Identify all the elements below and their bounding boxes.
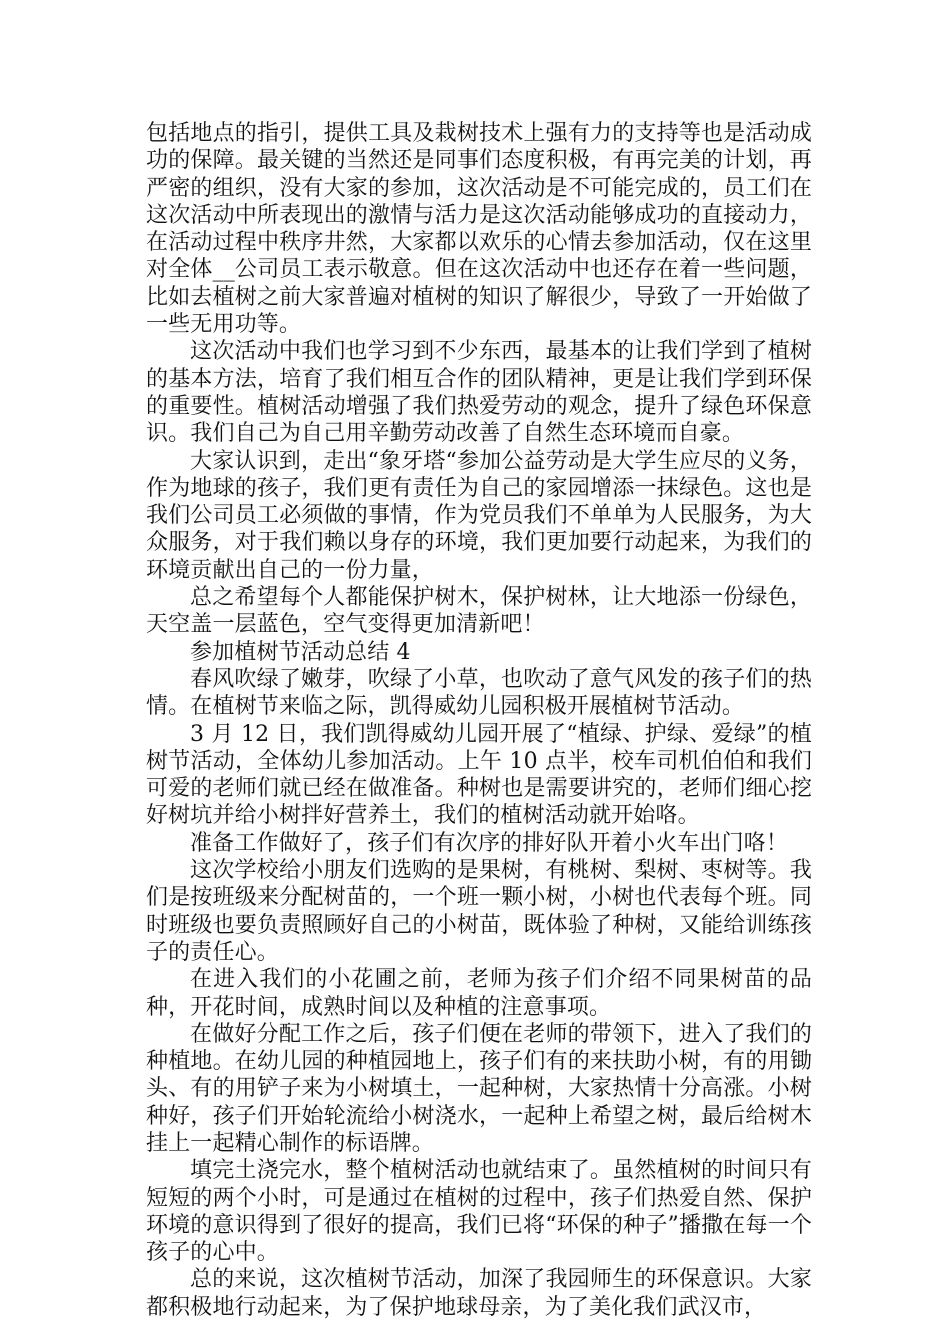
paragraph: 3 月 12 日，我们凯得威幼儿园开展了“植绿、护绿、爱绿”的植树节活动，全体幼儿参加活动。上午 10 点半，校车司机伯伯和我们可爱的老师们就已经在做准备。种树也是需要讲究的，老师们细心挖好树坑并给小树拌好营养土，我们的植树活动就开始咯。 [146,721,812,829]
paragraph: 大家认识到，走出“象牙塔“参加公益劳动是大学生应尽的义务，作为地球的孩子，我们更有责任为自己的家园增添一抹绿色。这也是我们公司员工必须做的事情，作为党员我们不单单为人民服务，为大众服务，对于我们赖以身存的环境，我们更加要行动起来，为我们的环境贡献出自己的一份力量， [146,448,812,583]
section-heading: 参加植树节活动总结 4 [190,639,411,665]
paragraph: 总的来说，这次植树节活动，加深了我园师生的环保意识。大家都积极地行动起来，为了保护地球母亲，为了美化我们武汉市， [146,1267,812,1320]
paragraph: 总之希望每个人都能保护树木，保护树林，让大地添一份绿色，天空盖一层蓝色，空气变得更加清新吧！ [146,585,812,638]
paragraph: 这次学校给小朋友们选购的是果树，有桃树、梨树、枣树等。我们是按班级来分配树苗的，一个班一颗小树，小树也代表每个班。同时班级也要负责照顾好自己的小树苗，既体验了种树，又能给训练孩子的责任心。 [146,858,812,965]
paragraph: 在做好分配工作之后，孩子们便在老师的带领下，进入了我们的种植地。在幼儿园的种植园地上，孩子们有的来扶助小树，有的用锄头、有的用铲子来为小树填土，一起种树，大家热情十分高涨。小树种好，孩子们开始轮流给小树浇水，一起种上希望之树，最后给树木挂上一起精心制作的标语牌。 [146,1021,812,1156]
paragraph: 这次活动中我们也学习到不少东西，最基本的让我们学到了植树的基本方法，培育了我们相互合作的团队精神，更是让我们学到环保的重要性。植树活动增强了我们热爱劳动的观念，提升了绿色环保意识。我们自己为自己用辛勤劳动改善了自然生态环境而自豪。 [146,339,812,447]
document-page [146,120,812,1321]
paragraph: 准备工作做好了，孩子们有次序的排好队开着小火车出门咯！ [190,830,789,856]
paragraph: 填完土浇完水，整个植树活动也就结束了。虽然植树的时间只有短短的两个小时，可是通过在植树的过程中，孩子们热爱自然、保护环境的意识得到了很好的提高，我们已将“环保的种子”播撒在每一个孩子的心中。 [146,1158,812,1266]
paragraph: 包括地点的指引，提供工具及栽树技术上强有力的支持等也是活动成功的保障。最关键的当然还是同事们态度积极，有再完美的计划，再严密的组织，没有大家的参加，这次活动是不可能完成的，员工们在这次活动中所表现出的激情与活力是这次活动能够成功的直接动力，在活动过程中秩序井然，大家都以欢乐的心情去参加活动，仅在这里对全体__公司员工表示敬意。但在这次活动中也还存在着一些问题，比如去植树之前大家普遍对植树的知识了解很少，导致了一开始做了一些无用功等。 [146,121,812,338]
paragraph: 春风吹绿了嫩芽，吹绿了小草，也吹动了意气风发的孩子们的热情。在植树节来临之际，凯得威幼儿园积极开展植树节活动。 [146,666,812,720]
paragraph: 在进入我们的小花圃之前，老师为孩子们介绍不同果树苗的品种，开花时间，成熟时间以及种植的注意事项。 [146,967,812,1020]
